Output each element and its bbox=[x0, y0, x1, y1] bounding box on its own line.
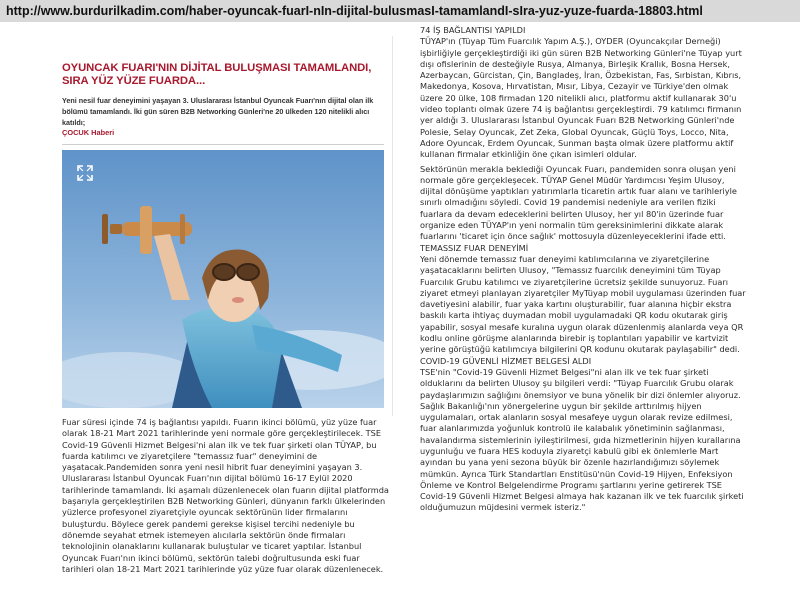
article-source: ÇOCUK Haberi bbox=[62, 128, 115, 137]
body-paragraph-1: TÜYAP'ın (Tüyap Tüm Fuarcılık Yapım A.Ş.), OYDER (Oyuncakçılar Derneği) işbirliğiyle gerçekleştirdiği iki gün süren B2B Networking Günleri'ne Tüyap yurt dışı ofislerinin de desteğiyle Rusya, Almanya, Birleşik Krallık, Bosna Hersek, Azerbaycan, Gürcistan, Çin, Bangladeş, İran, Özbekistan, Fas, Sırbistan, Kıbrıs, Makedonya, Kosova, Hırvatistan, Mısır, Libya, Cezayir ve Türkiye'den olmak üzere 20 ülke, 108 firmadan 120 nitelikli alıcı, platformu aktif kullanarak 30'u video toplantı olmak üzere 74 iş bağlantısı gerçekleştirdi. 79 katılımcı firmanın yer aldığı 3. Uluslararası İstanbul Oyuncak Fuarı B2B Networking Günleri'nde Polesie, Selay Oyuncak, Zet Zeka, Global Oyuncak, Güçlü Toys, Locco, Nita, Adore Oyuncak, Erdem Oyuncak, Sunman başta olmak üzere platformu aktif kullanan firmalar etkinliğin öne çıkan isimleri oldular. bbox=[420, 36, 742, 160]
divider bbox=[62, 144, 384, 145]
article-body-left bbox=[62, 417, 392, 575]
child-with-toy-plane-illustration bbox=[62, 150, 384, 408]
body-paragraph-4: TSE'nin "Covid-19 Güvenli Hizmet Belgesi"ni alan ilk ve tek fuar şirketi olduklarını da belirten Ulusoy şu bilgileri verdi: "Tüyap Fuarcılık Grubu olarak paydaşlarımızın sağlığını önemsiyor ve buna yönelik bir dizi önlemler alıyoruz. Sağlık Bakanlığı'nın yönergelerine uygun bir şekilde arttırılmış hijyen uygulamaları, ortak alanların sosyal mesafeye uygun olarak revize edilmesi, fuar alanlarımızda yoğunluk kontrolü ile kalabalık yönetiminin sağlanması, havalandırma sistemlerinin iyileştirilmesi, gıda hizmetlerinin hijyen kurallarına uygunluğu ve fuara HES koduyla ziyaretçi kabulü gibi ek önlemlerle Mart ayından bu yana yeni sezona büyük bir özenle hazırlandığımızı söylemek mümkün. Ayrıca Türk Standartları Enstitüsü'nün Covid-19 Hijyen, Enfeksiyon Önleme ve Kontrol Belgelendirme Programı şartlarını yerine getirerek TSE Covid-19 Güvenli Hizmet Belgesi almaya hak kazanan ilk ve tek fuarcılık şirketi olduğumuzun müjdesini vermek isteriz." bbox=[420, 366, 744, 513]
article-headline: OYUNCAK FUARI'NIN DİJİTAL BULUŞMASI TAMAMLANDI, SIRA YÜZ YÜZE FUARDA... bbox=[62, 62, 372, 87]
section-heading-3: COVID-19 GÜVENLİ HİZMET BELGESİ ALDI bbox=[420, 355, 592, 366]
expand-icon[interactable] bbox=[76, 164, 94, 182]
body-paragraph: Fuar süresi içinde 74 iş bağlantısı yapıldı. Fuarın ikinci bölümü, yüz yüze fuar olarak 18-21 Mart 2021 tarihlerinde yeni normale göre gerçekleştirilecek. TSE Covid-19 Güvenli Hizmet Belgesi'ni alan ilk ve tek fuar şirketi olan TÜYAP, bu fuarda katılımcı ve ziyaretçilere "temassız fuar" deneyimini de yaşatacak.Pandemiden sonra yeni nesil hibrit fuar deneyimini yaşayan 3. Uluslararası İstanbul Oyuncak Fuarı'nın dijital bölümü 16-17 Eylül 2020 tarihlerinde tamamlandı. İki aşamalı düzenlenecek olan fuarın dijital platformda başarıyla gerçekleştirilen B2B Networking Günleri, dünyanın farklı ülkelerinden yüzlerce profesyonel ziyaretçiyle oyuncak sektörünün lider firmalarını buluşturdu. Böylece gerek pandemi gerekse kişisel tercihi nedeniyle bu dönemde seyahat etmek istemeyen alıcılarla sektörün önde firmaları teknolojinin olanaklarını kullanarak buluştular ve ticaret yaptılar. İstanbul Oyuncak Fuarı'nın ikinci bölümü, sektörün talebi doğrultusunda eski fuar tarihleri olan 18-21 Mart 2021 tarihlerinde yüz yüze fuar olarak düzenlenecek. bbox=[62, 417, 389, 574]
section-heading-1: 74 İŞ BAĞLANTISI YAPILDI bbox=[420, 25, 526, 35]
section-heading-2: TEMASSIZ FUAR DENEYİMİ bbox=[420, 242, 529, 253]
body-paragraph-3: Yeni dönemde temassız fuar deneyimi katılımcılarına ve ziyaretçilerine yaşatacaklarını belirten Ulusoy, "Temassız fuarcılık deneyimini tüm Tüyap Fuarcılık Grubu katılımcı ve ziyaretçilerine ücretsiz şekilde sunuyoruz. Fuarı ziyaret etmeyi planlayan ziyaretçiler MyTüyap mobil uygulaması üzerinden fuar davetiyesini alabilir, fuar yaka kartını oluşturabilir, fuar alanına hiçbir ekstra baskılı karta ihtiyaç duymadan mobil uygulamadaki QR kodu okutarak giriş yapabilir, sosyal mesafe kuralına uygun olarak düzenlenmiş alanlarda veya QR kodlu online görüşme alanlarında birebir iş toplantıları yapabilir ve kartvizit yerine görüştüğü katılımcıya bilgilerini QR kodunu okutarak paylaşabilir" dedi. bbox=[420, 253, 746, 355]
article-body-right bbox=[420, 25, 746, 514]
url-bar: http://www.burdurilkadim.com/haber-oyuncak-fuarI-nIn-dijital-bulusmasI-tamamlandI-sIra-yuz-yuze-fuarda-18803.html bbox=[0, 0, 800, 22]
body-paragraph-2: Sektörünün merakla beklediği Oyuncak Fuarı, pandemiden sonra oluşan yeni normale göre gerçekleşecek. TÜYAP Genel Müdür Yardımcısı Yeşim Ulusoy, dijital dönüşüme yaptıkları yatırımlarla ticaretin artık fuar alanı ve tarihleriyle sınırlı olmadığını söyledi. Covid 19 pandemisi nedeniyle ara verilen fiziki fuarlara da devam edeceklerini belirten Ulusoy, her yıl 80'in üzerinde fuar organize eden TÜYAP'ın yeni normalin tüm gereksinimlerini dikkate alarak fuarlarını 'ticaret için önce sağlık' mottosuyla düzenleyeceklerini ifade etti. bbox=[420, 163, 737, 242]
article-lead: Yeni nesil fuar deneyimini yaşayan 3. Uluslararası İstanbul Oyuncak Fuarı'nın dijital olan ilk bölümü tamamlandı. İki gün süren B2B Networking Günleri'ne 20 ülkeden 120 nitelikli alıcı katıldı; bbox=[62, 96, 374, 127]
article-photo bbox=[62, 150, 384, 408]
